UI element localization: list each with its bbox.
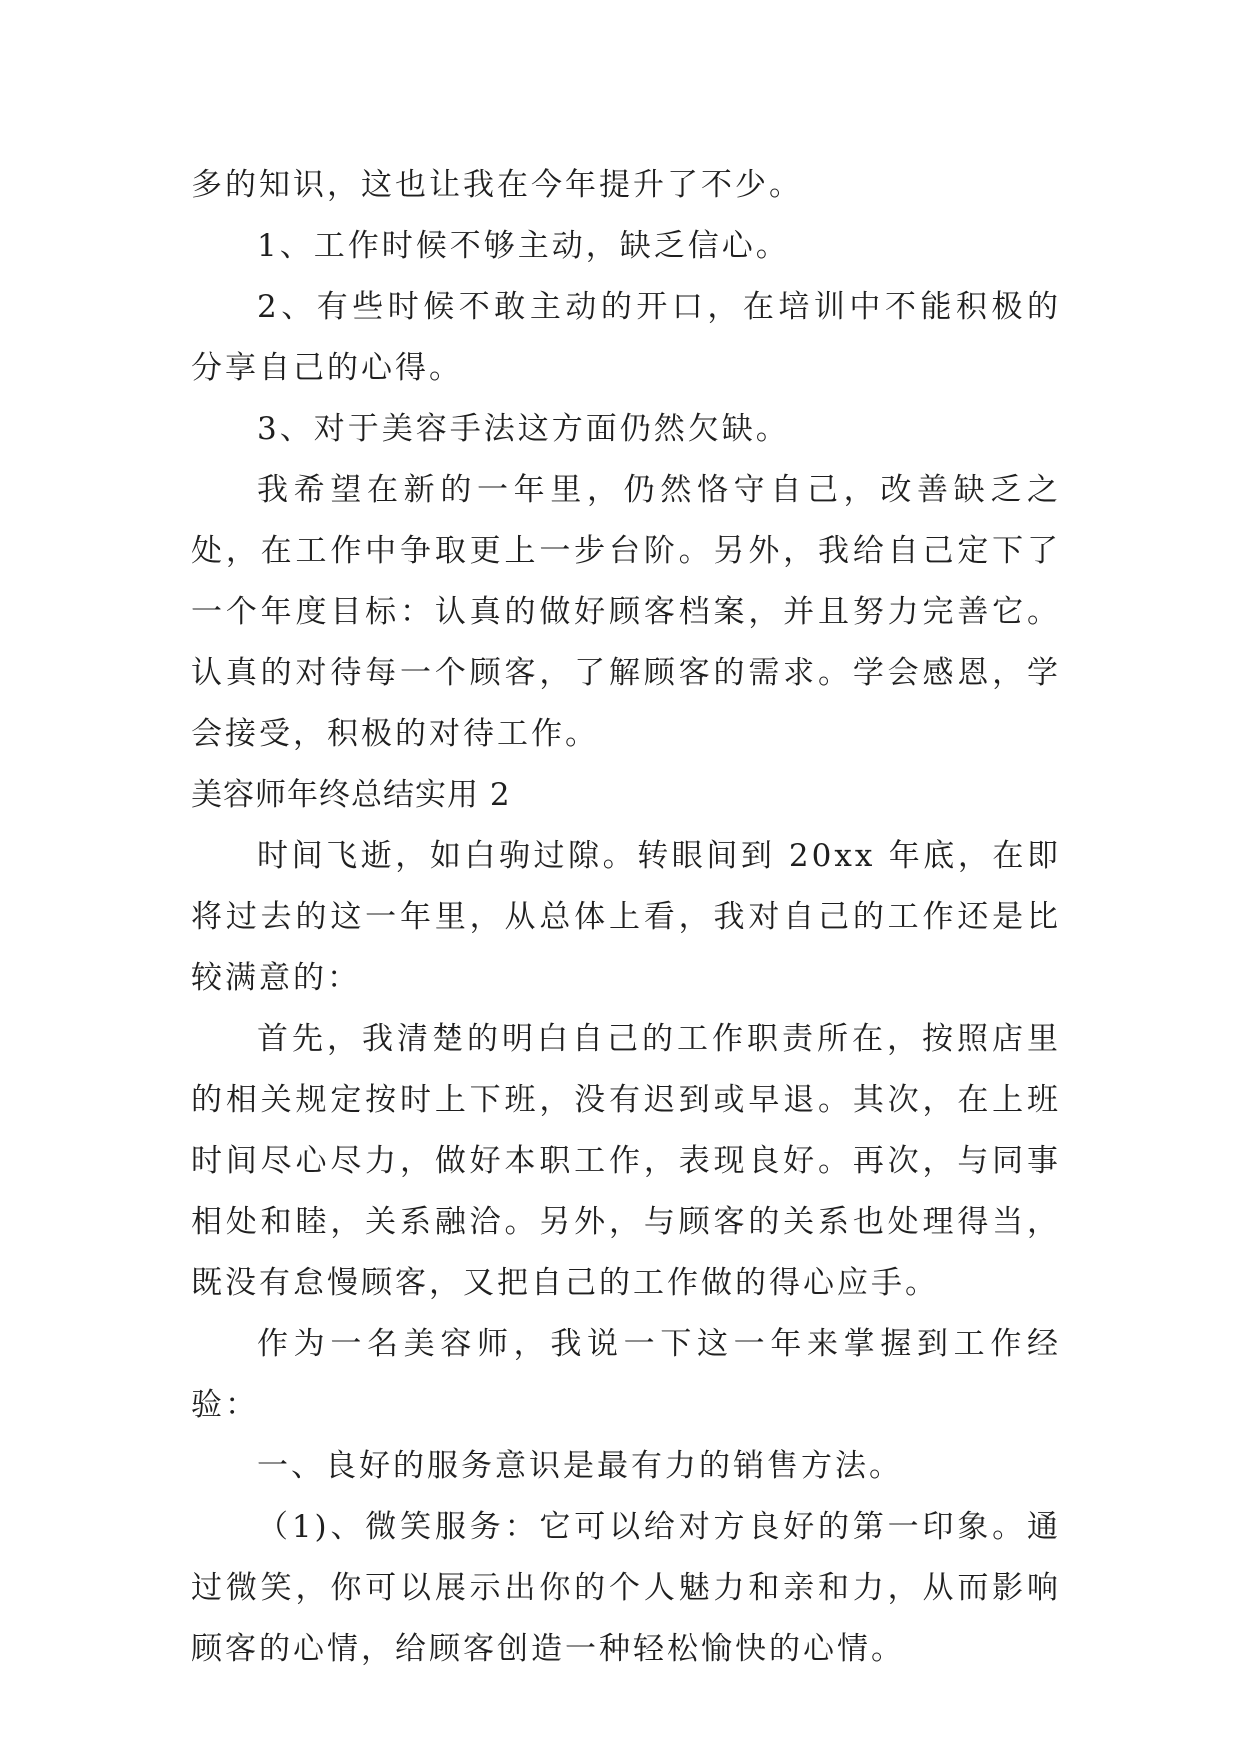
list-item: 1、工作时候不够主动，缺乏信心。: [257, 228, 790, 264]
paragraph: 我希望在新的一年里，仍然恪守自己，改善缺乏之处，在工作中争取更上一步台阶。另外，我给自己定下了一个年度目标：认真的做好顾客档案，并且努力完善它。认真的对待每一个顾客，了解顾客的需求。学会感恩，学会接受，积极的对待工作。: [191, 472, 1061, 752]
document-body: [191, 155, 1061, 1680]
list-item: 3、对于美容手法这方面仍然欠缺。: [257, 411, 790, 447]
paragraph: 作为一名美容师，我说一下这一年来掌握到工作经验：: [191, 1326, 1061, 1423]
list-item: 2、有些时候不敢主动的开口，在培训中不能积极的分享自己的心得。: [191, 289, 1061, 386]
paragraph: 多的知识，这也让我在今年提升了不少。: [191, 167, 803, 203]
paragraph: 时间飞逝，如白驹过隙。转眼间到 20xx 年底，在即将过去的这一年里，从总体上看，我对自己的工作还是比较满意的：: [191, 838, 1061, 996]
section-heading: 美容师年终总结实用 2: [191, 777, 511, 813]
subheading: 一、良好的服务意识是最有力的销售方法。: [257, 1448, 903, 1484]
paragraph: （1)、微笑服务：它可以给对方良好的第一印象。通过微笑，你可以展示出你的个人魅力和亲和力，从而影响顾客的心情，给顾客创造一种轻松愉快的心情。: [191, 1509, 1061, 1667]
paragraph: 首先，我清楚的明白自己的工作职责所在，按照店里的相关规定按时上下班，没有迟到或早退。其次，在上班时间尽心尽力，做好本职工作，表现良好。再次，与同事相处和睦，关系融洽。另外，与顾客的关系也处理得当，既没有怠慢顾客，又把自己的工作做的得心应手。: [191, 1021, 1061, 1301]
